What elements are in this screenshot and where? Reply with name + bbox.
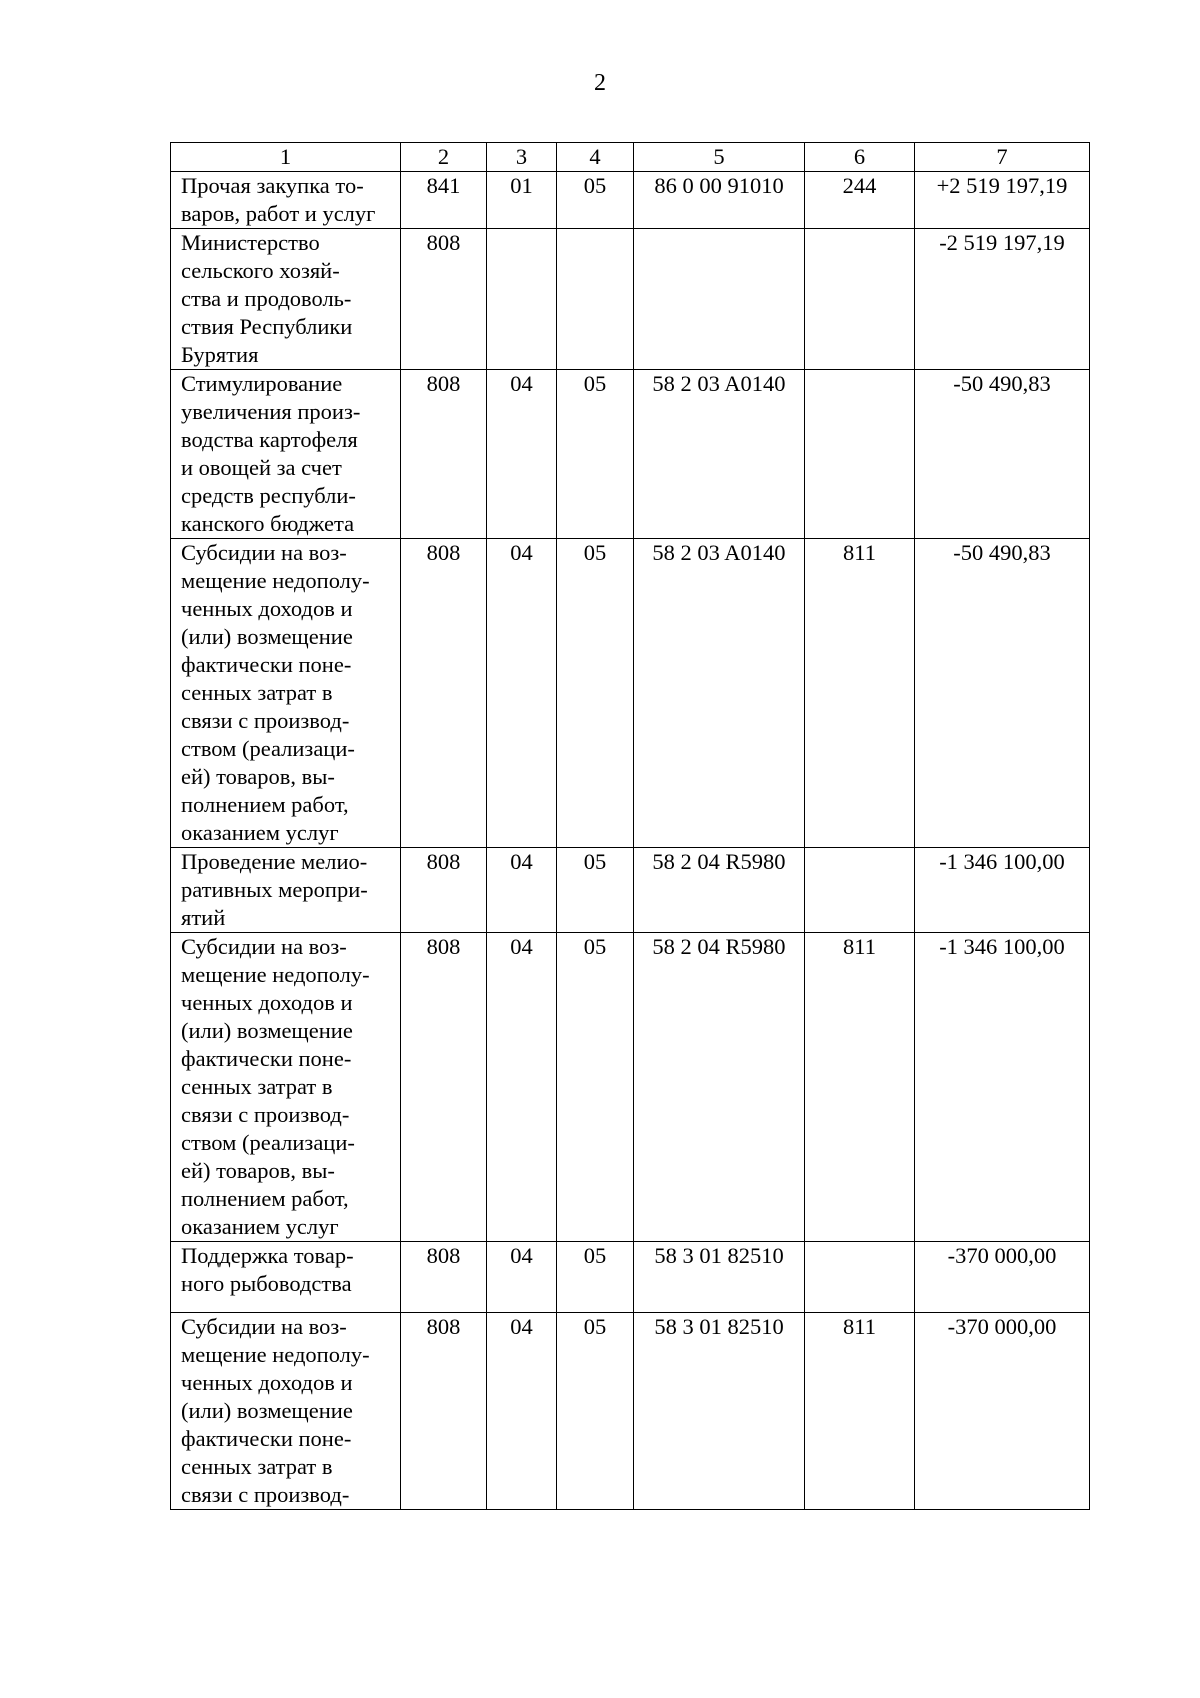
amount-cell: -50 490,83 [915, 370, 1090, 539]
csr-cell [634, 229, 805, 370]
header-cell: 6 [805, 143, 915, 172]
table-row [171, 933, 1090, 1242]
vr-cell [805, 848, 915, 933]
table-row [171, 848, 1090, 933]
gr-cell: 808 [401, 1242, 487, 1313]
vr-cell [805, 370, 915, 539]
name-cell: Стимулирование увеличения произ- водства картофеля и овощей за счет средств республи- канского бюджета [171, 370, 401, 539]
gr-cell: 841 [401, 172, 487, 229]
name-cell: Прочая закупка то- варов, работ и услуг [171, 172, 401, 229]
header-cell: 7 [915, 143, 1090, 172]
amount-cell: -370 000,00 [915, 1313, 1090, 1510]
header-cell: 1 [171, 143, 401, 172]
header-row [171, 143, 1090, 172]
rz-cell: 04 [487, 539, 557, 848]
csr-cell: 86 0 00 91010 [634, 172, 805, 229]
vr-cell [805, 229, 915, 370]
csr-cell: 58 2 03 A0140 [634, 370, 805, 539]
gr-cell: 808 [401, 229, 487, 370]
header-cell: 3 [487, 143, 557, 172]
vr-cell: 811 [805, 1313, 915, 1510]
pr-cell: 05 [557, 1313, 634, 1510]
budget-table [170, 142, 1090, 1510]
amount-cell: -1 346 100,00 [915, 933, 1090, 1242]
table-row [171, 1242, 1090, 1313]
csr-cell: 58 3 01 82510 [634, 1242, 805, 1313]
name-cell: Поддержка товар- ного рыбоводства [171, 1242, 401, 1313]
rz-cell: 04 [487, 370, 557, 539]
name-cell: Проведение мелио- ративных меропри- ятий [171, 848, 401, 933]
gr-cell: 808 [401, 370, 487, 539]
pr-cell: 05 [557, 933, 634, 1242]
vr-cell: 811 [805, 539, 915, 848]
csr-cell: 58 3 01 82510 [634, 1313, 805, 1510]
amount-cell: -1 346 100,00 [915, 848, 1090, 933]
pr-cell: 05 [557, 370, 634, 539]
rz-cell: 04 [487, 1242, 557, 1313]
pr-cell [557, 229, 634, 370]
amount-cell: -2 519 197,19 [915, 229, 1090, 370]
gr-cell: 808 [401, 1313, 487, 1510]
vr-cell [805, 1242, 915, 1313]
vr-cell: 811 [805, 933, 915, 1242]
header-cell: 2 [401, 143, 487, 172]
amount-cell: -370 000,00 [915, 1242, 1090, 1313]
pr-cell: 05 [557, 1242, 634, 1313]
rz-cell: 04 [487, 933, 557, 1242]
csr-cell: 58 2 04 R5980 [634, 848, 805, 933]
pr-cell: 05 [557, 539, 634, 848]
table-row [171, 370, 1090, 539]
rz-cell: 04 [487, 848, 557, 933]
csr-cell: 58 2 04 R5980 [634, 933, 805, 1242]
table-row [171, 229, 1090, 370]
name-cell: Субсидии на воз- мещение недополу- ченных доходов и (или) возмещение фактически поне- сенных затрат в связи с производ- ством (реализаци- ей) товаров, вы- полнением работ, оказанием услуг [171, 933, 401, 1242]
name-cell: Субсидии на воз- мещение недополу- ченных доходов и (или) возмещение фактически поне- сенных затрат в связи с производ- ством (реализаци- ей) товаров, вы- полнением работ, оказанием услуг [171, 539, 401, 848]
rz-cell: 04 [487, 1313, 557, 1510]
page-number: 2 [594, 70, 606, 96]
gr-cell: 808 [401, 933, 487, 1242]
gr-cell: 808 [401, 848, 487, 933]
pr-cell: 05 [557, 172, 634, 229]
header-cell: 4 [557, 143, 634, 172]
pr-cell: 05 [557, 848, 634, 933]
vr-cell: 244 [805, 172, 915, 229]
amount-cell: -50 490,83 [915, 539, 1090, 848]
name-cell: Субсидии на воз- мещение недополу- ченных доходов и (или) возмещение фактически поне- сенных затрат в связи с производ- [171, 1313, 401, 1510]
name-cell: Министерство сельского хозяй- ства и продоволь- ствия Республики Бурятия [171, 229, 401, 370]
csr-cell: 58 2 03 A0140 [634, 539, 805, 848]
amount-cell: +2 519 197,19 [915, 172, 1090, 229]
table-row [171, 1313, 1090, 1510]
gr-cell: 808 [401, 539, 487, 848]
table-row [171, 539, 1090, 848]
rz-cell [487, 229, 557, 370]
header-cell: 5 [634, 143, 805, 172]
rz-cell: 01 [487, 172, 557, 229]
table-row [171, 172, 1090, 229]
